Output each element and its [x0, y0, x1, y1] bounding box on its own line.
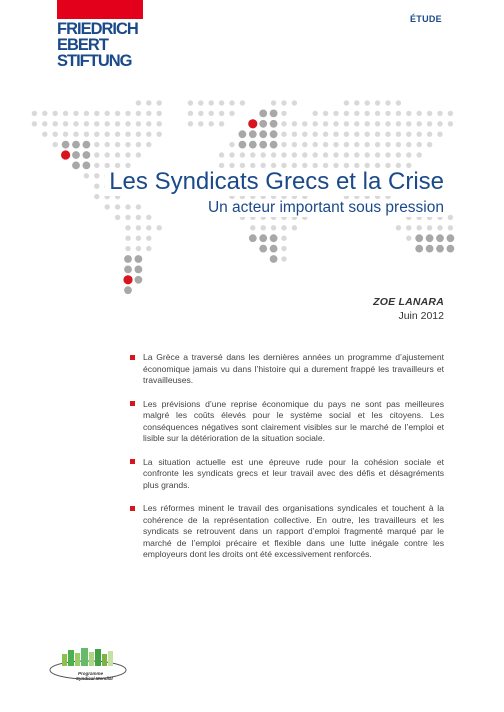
map-dot	[354, 100, 359, 105]
red-bullet-icon	[130, 355, 135, 360]
map-dot	[261, 225, 266, 230]
map-dot	[396, 152, 401, 157]
map-dot	[344, 121, 349, 126]
map-dot	[63, 111, 68, 116]
map-dot	[125, 111, 130, 116]
map-dot	[323, 142, 328, 147]
map-dot	[354, 111, 359, 116]
map-dot	[365, 152, 370, 157]
map-dot	[302, 152, 307, 157]
map-dot	[229, 111, 234, 116]
map-dot	[157, 100, 162, 105]
map-dot	[426, 245, 434, 253]
map-dot	[436, 234, 444, 242]
map-dot	[146, 121, 151, 126]
map-dot	[406, 132, 411, 137]
map-dot	[415, 245, 423, 253]
map-dot	[94, 121, 99, 126]
map-dot	[313, 142, 318, 147]
map-dot	[146, 236, 151, 241]
map-dot	[83, 141, 91, 149]
map-dot	[72, 151, 80, 159]
map-dot	[417, 121, 422, 126]
map-dot	[415, 234, 423, 242]
map-dot	[62, 141, 70, 149]
summary-list	[130, 352, 444, 573]
map-dot	[94, 142, 99, 147]
map-dot	[42, 132, 47, 137]
map-dot	[333, 142, 338, 147]
map-dot	[323, 111, 328, 116]
map-dot	[124, 255, 132, 263]
map-dot	[136, 100, 141, 105]
map-dot	[313, 111, 318, 116]
red-bullet-icon	[130, 459, 135, 464]
map-dot	[219, 111, 224, 116]
map-dot	[125, 121, 130, 126]
map-dot	[125, 225, 130, 230]
map-dot	[323, 132, 328, 137]
map-dot	[146, 215, 151, 220]
map-dot	[136, 225, 141, 230]
map-dot	[136, 132, 141, 137]
map-dot	[146, 132, 151, 137]
map-dot	[292, 225, 297, 230]
map-dot	[270, 255, 278, 263]
map-dot	[115, 152, 120, 157]
map-dot	[105, 111, 110, 116]
map-dot	[135, 266, 143, 274]
map-dot	[83, 162, 91, 170]
map-dot	[437, 132, 442, 137]
map-dot	[146, 225, 151, 230]
map-dot	[259, 110, 267, 118]
map-dot	[72, 162, 80, 170]
map-dot	[365, 132, 370, 137]
map-dot	[73, 132, 78, 137]
map-dot	[385, 132, 390, 137]
map-dot	[136, 236, 141, 241]
map-dot-highlight	[123, 275, 132, 284]
map-dot	[94, 132, 99, 137]
map-dot	[375, 100, 380, 105]
map-dot	[240, 152, 245, 157]
map-dot	[417, 111, 422, 116]
map-dot	[406, 121, 411, 126]
map-dot	[447, 234, 455, 242]
map-dot	[250, 225, 255, 230]
map-dot	[105, 142, 110, 147]
map-dot	[417, 152, 422, 157]
map-dot	[385, 142, 390, 147]
map-dot	[239, 130, 247, 138]
page-subtitle: Un acteur important sous pression	[204, 199, 444, 217]
map-dot	[53, 132, 58, 137]
programme-line-1: Programme	[78, 671, 104, 676]
map-dot	[198, 100, 203, 105]
map-dot	[136, 121, 141, 126]
map-dot	[354, 152, 359, 157]
map-dot	[94, 194, 99, 199]
map-dot	[281, 152, 286, 157]
map-dot	[333, 132, 338, 137]
map-dot	[105, 204, 110, 209]
map-dot	[157, 225, 162, 230]
map-dot	[146, 100, 151, 105]
map-dot	[146, 246, 151, 251]
map-dot	[396, 121, 401, 126]
map-dot	[427, 111, 432, 116]
map-dot	[333, 121, 338, 126]
summary-item	[130, 457, 444, 492]
map-dot	[84, 173, 89, 178]
map-dot	[125, 152, 130, 157]
map-dot	[436, 245, 444, 253]
map-dot	[271, 100, 276, 105]
map-dot	[94, 173, 99, 178]
map-dot	[94, 111, 99, 116]
map-dot	[209, 100, 214, 105]
document-type-label: ÉTUDE	[409, 14, 442, 24]
map-dot	[209, 111, 214, 116]
map-dot	[188, 121, 193, 126]
map-dot	[261, 152, 266, 157]
map-dot	[437, 111, 442, 116]
map-dot	[292, 100, 297, 105]
map-dot	[125, 236, 130, 241]
map-dot	[302, 142, 307, 147]
map-dot	[157, 111, 162, 116]
map-dot	[417, 142, 422, 147]
map-dot	[42, 111, 47, 116]
map-dot	[354, 121, 359, 126]
map-dot	[292, 132, 297, 137]
map-dot	[313, 152, 318, 157]
map-dot-highlight	[248, 119, 257, 128]
map-dot	[385, 152, 390, 157]
map-dot	[385, 100, 390, 105]
map-dot	[385, 111, 390, 116]
map-dot	[125, 204, 130, 209]
map-dot	[302, 121, 307, 126]
author-name: ZOE LANARA	[373, 296, 444, 308]
map-dot	[365, 100, 370, 105]
map-dot	[115, 204, 120, 209]
map-dot	[84, 121, 89, 126]
map-dot	[125, 215, 130, 220]
map-dot	[125, 142, 130, 147]
map-dot	[333, 152, 338, 157]
programme-syndical-logo	[48, 644, 138, 684]
map-dot	[375, 152, 380, 157]
map-dot	[198, 111, 203, 116]
map-dot	[344, 152, 349, 157]
map-dot	[84, 132, 89, 137]
map-dot	[323, 152, 328, 157]
map-dot	[105, 132, 110, 137]
map-dot	[344, 132, 349, 137]
map-dot	[94, 152, 99, 157]
map-dot	[157, 132, 162, 137]
map-dot	[250, 152, 255, 157]
map-dot	[427, 132, 432, 137]
summary-text: La situation actuelle est une épreuve rude pour la cohésion sociale et confronte les syndicats grecs et leur travail avec des défis et désagréments plus grands.	[143, 456, 444, 490]
map-dot	[270, 110, 278, 118]
map-dot	[259, 234, 267, 242]
map-dot	[229, 142, 234, 147]
map-dot	[219, 121, 224, 126]
map-dot	[406, 236, 411, 241]
map-dot	[125, 132, 130, 137]
map-dot	[136, 142, 141, 147]
map-dot	[115, 111, 120, 116]
map-dot	[281, 225, 286, 230]
publication-date: Juin 2012	[398, 310, 444, 322]
programme-line-2: Syndical Mondial	[76, 676, 113, 681]
map-dot	[135, 276, 143, 284]
map-dot	[365, 142, 370, 147]
map-dot	[188, 111, 193, 116]
map-dot	[115, 215, 120, 220]
map-dot	[105, 121, 110, 126]
summary-text: La Grèce a traversé dans les dernières années un programme d’ajustement économique jamais vu dans l’histoire qui a durement frappé les travailleurs et travailleuses.	[143, 352, 444, 385]
logo-line-1: FRIEDRICH	[57, 20, 138, 38]
map-dot	[281, 246, 286, 251]
map-dot	[344, 142, 349, 147]
map-dot	[375, 111, 380, 116]
map-dot	[219, 100, 224, 105]
map-dot	[270, 141, 278, 149]
map-dot	[344, 100, 349, 105]
map-dot	[209, 121, 214, 126]
map-dot	[32, 111, 37, 116]
page-title: Les Syndicats Grecs et la Crise	[105, 168, 444, 196]
map-dot	[354, 132, 359, 137]
map-dot	[136, 246, 141, 251]
map-dot	[365, 111, 370, 116]
map-dot	[94, 184, 99, 189]
map-dot	[437, 121, 442, 126]
red-bullet-icon	[130, 506, 135, 511]
map-dot	[302, 132, 307, 137]
map-dot	[63, 121, 68, 126]
map-dot	[406, 225, 411, 230]
map-dot	[42, 121, 47, 126]
map-dot	[270, 245, 278, 253]
map-dot	[281, 111, 286, 116]
map-dot	[375, 142, 380, 147]
map-dot	[259, 120, 267, 128]
map-dot	[136, 215, 141, 220]
map-dot	[406, 142, 411, 147]
map-dot	[344, 111, 349, 116]
map-dot	[136, 152, 141, 157]
map-dot	[219, 152, 224, 157]
map-dot	[417, 132, 422, 137]
map-dot	[146, 142, 151, 147]
map-dot	[313, 121, 318, 126]
map-dot	[84, 111, 89, 116]
map-dot	[271, 225, 276, 230]
map-dot	[292, 121, 297, 126]
map-dot	[448, 121, 453, 126]
map-dot	[63, 132, 68, 137]
map-dot	[135, 255, 143, 263]
map-dot	[406, 111, 411, 116]
map-dot	[53, 142, 58, 147]
map-dot	[396, 100, 401, 105]
summary-text: Les prévisions d’une reprise économique du pays ne sont pas meilleures malgré les coûts élevés pour le système social et les citoyens. Les conséquences négatives sont clairement visibles sur le marché de l’emploi et lisible sur la détérioration de la situation sociale.	[143, 398, 444, 443]
map-dot	[53, 111, 58, 116]
logo-line-3: STIFTUNG	[57, 52, 132, 70]
summary-item	[130, 503, 444, 561]
map-dot	[427, 225, 432, 230]
map-dot	[323, 121, 328, 126]
map-dot	[249, 130, 257, 138]
map-dot	[124, 286, 132, 294]
map-dot	[375, 132, 380, 137]
map-dot	[53, 121, 58, 126]
map-dot	[125, 246, 130, 251]
map-dot	[249, 141, 257, 149]
map-dot	[292, 142, 297, 147]
map-dot	[270, 120, 278, 128]
red-bullet-icon	[130, 401, 135, 406]
map-dot	[157, 121, 162, 126]
map-dot-highlight	[61, 150, 70, 159]
map-dot	[32, 121, 37, 126]
map-dot	[270, 234, 278, 242]
map-dot	[136, 111, 141, 116]
map-dot	[333, 111, 338, 116]
map-dot	[105, 152, 110, 157]
map-dot	[259, 141, 267, 149]
map-dot	[281, 132, 286, 137]
map-dot	[406, 152, 411, 157]
map-dot	[365, 121, 370, 126]
map-dot	[124, 266, 132, 274]
map-dot	[281, 121, 286, 126]
map-dot	[427, 121, 432, 126]
map-dot	[239, 141, 247, 149]
map-dot	[271, 152, 276, 157]
map-dot	[281, 236, 286, 241]
map-dot	[427, 142, 432, 147]
map-dot	[146, 111, 151, 116]
map-dot	[249, 234, 257, 242]
map-dot	[94, 163, 99, 168]
map-dot	[281, 142, 286, 147]
map-dot	[396, 111, 401, 116]
map-dot	[136, 204, 141, 209]
map-dot	[115, 142, 120, 147]
logo-line-2: EBERT	[57, 36, 108, 54]
map-dot	[72, 141, 80, 149]
summary-item	[130, 399, 444, 445]
map-dot	[292, 152, 297, 157]
map-dot	[375, 121, 380, 126]
map-dot	[396, 225, 401, 230]
map-dot	[83, 151, 91, 159]
map-dot	[396, 132, 401, 137]
map-dot	[229, 100, 234, 105]
map-dot	[426, 234, 434, 242]
map-dot	[259, 245, 267, 253]
map-dot	[198, 121, 203, 126]
map-dot	[259, 130, 267, 138]
map-dot	[448, 225, 453, 230]
map-dot	[229, 152, 234, 157]
map-dot	[448, 111, 453, 116]
map-dot	[73, 111, 78, 116]
summary-text: Les réformes minent le travail des organisations syndicales et touchent à la cohérence de la représentation collective. En outre, les travailleurs et les syndicats se retrouvent dans un rapport d’emploi fragmenté marqué par le marché de l’emploi précaire et flexible dans une lutte inégale contre les employeurs dont les droits ont été excessivement renforcés.	[143, 503, 444, 559]
map-dot	[281, 100, 286, 105]
map-dot	[354, 142, 359, 147]
map-dot	[417, 225, 422, 230]
map-dot	[240, 100, 245, 105]
map-dot	[313, 132, 318, 137]
summary-item	[130, 352, 444, 387]
map-dot	[115, 132, 120, 137]
map-dot	[115, 121, 120, 126]
map-dot	[73, 121, 78, 126]
map-dot	[385, 121, 390, 126]
map-dot	[437, 225, 442, 230]
map-dot	[188, 100, 193, 105]
map-dot	[396, 142, 401, 147]
map-dot	[447, 245, 455, 253]
map-dot	[448, 215, 453, 220]
map-dot	[270, 130, 278, 138]
map-dot	[281, 256, 286, 261]
